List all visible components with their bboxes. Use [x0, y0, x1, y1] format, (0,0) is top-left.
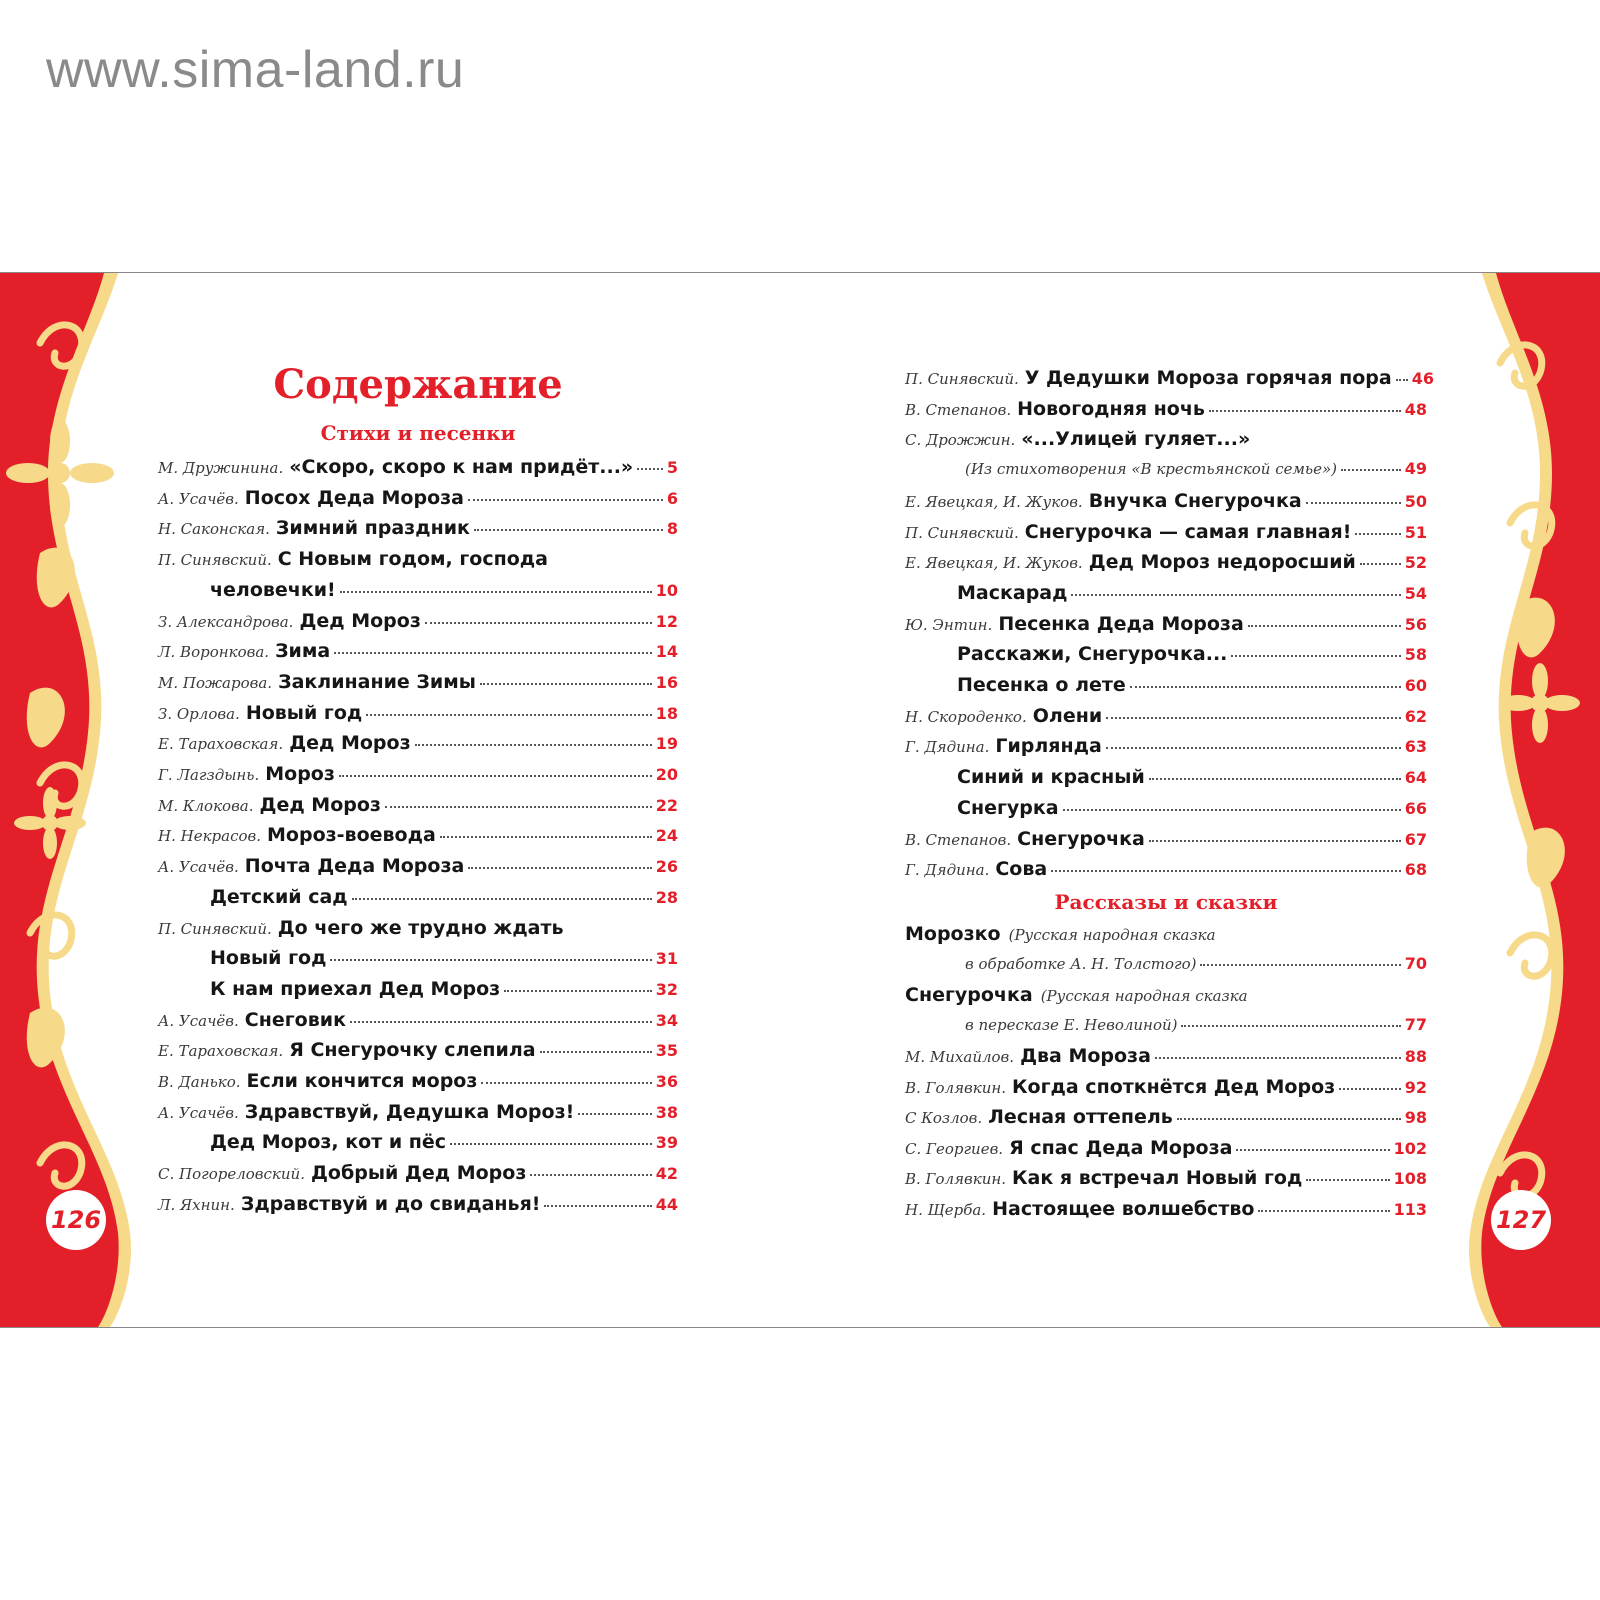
- toc-entry[interactable]: [158, 519, 678, 538]
- toc-title-text: Два Мороза: [1020, 1045, 1151, 1067]
- toc-author: Л. Яхнин.: [158, 1195, 235, 1214]
- toc-entry[interactable]: [905, 676, 1427, 695]
- toc-entry[interactable]: [158, 642, 678, 661]
- toc-title-text: Я Снегурочку слепила: [289, 1039, 536, 1062]
- toc-dot-leader: [1396, 379, 1408, 381]
- toc-dot-leader: [1236, 1149, 1389, 1151]
- toc-author: П. Синявский.: [905, 523, 1019, 542]
- toc-page-number: 46: [1411, 369, 1434, 388]
- toc-page-number: 56: [1404, 614, 1427, 634]
- toc-page-number: 60: [1404, 676, 1427, 695]
- toc-page-number: 18: [655, 703, 678, 723]
- toc-title-text: Морозко: [905, 923, 1001, 945]
- toc-dot-leader: [1258, 1210, 1389, 1212]
- toc-entry[interactable]: [905, 1047, 1427, 1066]
- toc-page-number: 19: [655, 734, 678, 754]
- toc-title-text: «Скоро, скоро к нам придёт...»: [289, 456, 634, 478]
- toc-entry[interactable]: [158, 1072, 678, 1091]
- toc-dot-leader: [340, 591, 652, 593]
- toc-entry[interactable]: [905, 397, 1427, 420]
- toc-dot-leader: [1130, 686, 1401, 688]
- toc-page-number: 5: [666, 458, 678, 477]
- toc-title-text: Новый год: [245, 701, 363, 724]
- toc-author: З. Александрова.: [158, 612, 294, 631]
- toc-entry[interactable]: [905, 489, 1427, 512]
- toc-entry[interactable]: [905, 520, 1427, 543]
- toc-author: А. Усачёв.: [158, 1103, 239, 1122]
- toc-dot-leader: [450, 1143, 652, 1145]
- toc-entry[interactable]: [158, 609, 678, 632]
- toc-author: Н. Некрасов.: [158, 827, 262, 846]
- toc-dot-leader: [425, 622, 652, 624]
- toc-entry[interactable]: [905, 553, 1427, 572]
- toc-entry[interactable]: [158, 486, 678, 509]
- toc-page-number: 22: [655, 795, 678, 815]
- toc-title-text: Зима: [275, 640, 331, 663]
- toc-page-number: 20: [655, 765, 678, 784]
- toc-author: М. Дружинина.: [158, 459, 284, 477]
- toc-entry[interactable]: [158, 1008, 678, 1031]
- toc-entry[interactable]: [158, 949, 678, 968]
- toc-title-text: Гирлянда: [995, 735, 1102, 758]
- toc-entry[interactable]: [158, 670, 678, 693]
- toc-author: М. Михайлов.: [905, 1048, 1015, 1066]
- toc-page-number: 50: [1404, 491, 1427, 511]
- toc-dot-leader: [1360, 563, 1401, 565]
- toc-dot-leader: [1063, 809, 1401, 811]
- toc-page-number: 34: [655, 1010, 678, 1030]
- toc-author: Е. Явецкая, И. Жуков.: [905, 554, 1083, 573]
- toc-entry[interactable]: [158, 793, 678, 816]
- toc-page-number: 32: [655, 979, 678, 999]
- toc-title-text: Детский сад: [210, 885, 348, 908]
- toc-author: Н. Скороденко.: [905, 707, 1027, 726]
- toc-entry[interactable]: [905, 1014, 1427, 1034]
- toc-entry[interactable]: [905, 860, 1427, 879]
- toc-note: в обработке А. Н. Толстого): [965, 954, 1197, 973]
- toc-dot-leader: [540, 1051, 652, 1053]
- toc-title-text: К нам приехал Дед Мороз: [210, 977, 501, 1000]
- toc-author: М. Клокова.: [158, 796, 254, 815]
- toc-title-text: «...Улицей гуляет...»: [1021, 428, 1251, 451]
- toc-page-number: 36: [655, 1072, 678, 1091]
- toc-dot-leader: [474, 529, 663, 531]
- toc-page-number: 67: [1404, 829, 1427, 849]
- toc-entry[interactable]: [905, 1169, 1427, 1188]
- toc-author: Е. Тараховская.: [158, 735, 284, 754]
- toc-title-text: Если кончится мороз: [246, 1070, 478, 1092]
- toc-page-number: 54: [1404, 583, 1427, 603]
- toc-entry[interactable]: [158, 1164, 678, 1183]
- toc-author: Н. Саконская.: [158, 520, 270, 539]
- toc-dot-leader: [1155, 1057, 1401, 1059]
- toc-page-number: 70: [1404, 953, 1427, 973]
- toc-title-text: Здравствуй, Дедушка Мороз!: [244, 1100, 575, 1123]
- toc-entry[interactable]: [905, 796, 1427, 819]
- toc-dot-leader: [339, 775, 652, 777]
- toc-title-text: Снегурочка: [905, 984, 1033, 1006]
- toc-note: (Русская народная сказка: [1008, 926, 1216, 944]
- toc-page-number: 8: [666, 519, 678, 539]
- toc-title-text: Дед Мороз недоросший: [1088, 551, 1356, 574]
- toc-author: Г. Дядина.: [905, 861, 990, 880]
- toc-dot-leader: [1149, 778, 1401, 780]
- toc-title-text: Дед Мороз: [299, 609, 421, 632]
- toc-page-number: 42: [655, 1164, 678, 1184]
- toc-entry[interactable]: [905, 461, 1427, 477]
- toc-entry[interactable]: [158, 765, 678, 784]
- toc-page-number: 35: [655, 1041, 678, 1061]
- toc-dot-leader: [1248, 625, 1401, 627]
- toc-page-number: 49: [1404, 459, 1427, 479]
- toc-dot-leader: [334, 652, 652, 654]
- toc-dot-leader: [530, 1174, 651, 1176]
- toc-dot-leader: [366, 714, 652, 716]
- toc-dot-leader: [1106, 717, 1401, 719]
- toc-author: С. Погореловский.: [158, 1165, 305, 1184]
- toc-entry[interactable]: [158, 1100, 678, 1123]
- toc-entry[interactable]: [158, 1041, 678, 1060]
- toc-dot-leader: [1177, 1118, 1401, 1120]
- toc-dot-leader: [1339, 1088, 1401, 1090]
- toc-dot-leader: [1306, 502, 1401, 504]
- toc-page-number: 48: [1404, 399, 1427, 419]
- toc-entry[interactable]: [905, 430, 1427, 449]
- toc-dot-leader: [1149, 840, 1401, 842]
- toc-dot-leader: [330, 959, 651, 961]
- toc-page-number: 26: [655, 857, 678, 877]
- toc-title-text: С Новым годом, господа: [277, 548, 548, 571]
- toc-page-number: 6: [666, 488, 678, 508]
- section-heading-poems: Стихи и песенки: [320, 421, 516, 445]
- toc-dot-leader: [1341, 469, 1401, 471]
- toc-title-text: До чего же трудно ждать: [277, 916, 564, 939]
- toc-dot-leader: [385, 806, 652, 808]
- section-heading-stories: Рассказы и сказки: [1054, 890, 1278, 914]
- toc-page-number: 62: [1404, 706, 1427, 726]
- toc-page-number: 68: [1404, 860, 1427, 880]
- toc-entry[interactable]: [158, 550, 678, 569]
- toc-title-text: Песенка о лете: [957, 674, 1126, 696]
- toc-note: (Из стихотворения «В крестьянской семье»): [965, 460, 1337, 479]
- toc-page-number: 102: [1393, 1138, 1427, 1158]
- toc-dot-leader: [1051, 870, 1401, 872]
- toc-page-number: 28: [655, 887, 678, 907]
- toc-entry[interactable]: [158, 458, 678, 477]
- toc-dot-leader: [480, 683, 652, 685]
- toc-author: Ю. Энтин.: [905, 615, 993, 634]
- toc-title-text: Дед Мороз: [259, 793, 381, 816]
- toc-dot-leader: [481, 1082, 651, 1084]
- toc-note: (Русская народная сказка: [1040, 987, 1248, 1005]
- toc-author: З. Орлова.: [158, 704, 240, 723]
- toc-author: Е. Тараховская.: [158, 1042, 284, 1061]
- toc-dot-leader: [468, 499, 663, 501]
- toc-page-number: 66: [1404, 798, 1427, 818]
- toc-entry[interactable]: [905, 925, 1427, 944]
- toc-dot-leader: [637, 468, 663, 470]
- right-ornament-border: [1460, 273, 1600, 1327]
- toc-author: П. Синявский.: [158, 551, 272, 570]
- toc-title-text: Здравствуй и до свиданья!: [240, 1192, 541, 1215]
- toc-entry[interactable]: [905, 1197, 1427, 1220]
- page-number-right: 127: [1491, 1190, 1551, 1250]
- toc-title-text: Когда споткнётся Дед Мороз: [1012, 1075, 1336, 1098]
- toc-author: А. Усачёв.: [158, 858, 239, 877]
- toc-page-number: 52: [1404, 553, 1427, 573]
- book-spread: [0, 272, 1600, 1328]
- toc-author: П. Синявский.: [905, 370, 1019, 388]
- toc-dot-leader: [1355, 533, 1400, 535]
- toc-entry[interactable]: [905, 1136, 1427, 1159]
- toc-author: В. Голявкин.: [905, 1170, 1007, 1188]
- toc-page-number: 24: [655, 826, 678, 846]
- toc-page-number: 77: [1404, 1014, 1427, 1034]
- toc-page-number: 63: [1404, 737, 1427, 757]
- toc-entry[interactable]: [905, 367, 1434, 389]
- toc-entry[interactable]: [158, 734, 678, 753]
- toc-title-text: Добрый Дед Мороз: [310, 1162, 527, 1185]
- toc-title-text: Внучка Снегурочка: [1088, 489, 1302, 512]
- toc-title-text: Лесная оттепель: [988, 1106, 1173, 1128]
- toc-entry[interactable]: [158, 977, 678, 1000]
- toc-title-text: Заклинание Зимы: [278, 670, 476, 693]
- toc-author: Л. Воронкова.: [158, 643, 270, 662]
- toc-entry[interactable]: [905, 1075, 1427, 1098]
- toc-entry[interactable]: [158, 701, 678, 724]
- toc-page-number: 113: [1393, 1199, 1427, 1219]
- toc-title-text: Снегурочка: [1017, 827, 1145, 850]
- toc-note: в пересказе Е. Неволиной): [965, 1015, 1178, 1034]
- toc-author: М. Пожарова.: [158, 673, 273, 692]
- toc-title-text: Новогодняя ночь: [1017, 397, 1205, 420]
- toc-page-number: 108: [1393, 1169, 1427, 1188]
- toc-title-text: Настоящее волшебство: [992, 1197, 1255, 1220]
- toc-title: Содержание: [273, 361, 563, 408]
- toc-page-number: 10: [655, 580, 678, 600]
- toc-dot-leader: [350, 1021, 652, 1023]
- toc-author: В. Степанов.: [905, 400, 1012, 419]
- toc-title-text: Дед Мороз, кот и пёс: [210, 1131, 447, 1154]
- toc-entry[interactable]: [158, 1192, 678, 1215]
- toc-page-number: 51: [1404, 522, 1427, 542]
- toc-dot-leader: [1106, 747, 1401, 749]
- toc-entry[interactable]: [905, 737, 1427, 756]
- toc-dot-leader: [504, 990, 652, 992]
- toc-author: В. Степанов.: [905, 830, 1012, 849]
- toc-title-text: Дед Мороз: [289, 732, 411, 755]
- toc-page-number: 64: [1404, 768, 1427, 788]
- toc-dot-leader: [578, 1113, 651, 1115]
- toc-title-text: Синий и красный: [957, 766, 1145, 789]
- toc-title-text: Снеговик: [244, 1008, 346, 1031]
- toc-title-text: Посох Деда Мороза: [244, 486, 465, 509]
- toc-entry[interactable]: [158, 857, 678, 876]
- page-number-left: 126: [46, 1190, 106, 1250]
- toc-author: А. Усачёв.: [158, 489, 239, 508]
- toc-title-text: Песенка Деда Мороза: [998, 612, 1244, 635]
- toc-title-text: Я спас Деда Мороза: [1009, 1136, 1233, 1159]
- toc-page-number: 44: [655, 1194, 678, 1214]
- toc-dot-leader: [1306, 1179, 1389, 1181]
- toc-dot-leader: [1200, 964, 1400, 966]
- toc-entry[interactable]: [905, 1108, 1427, 1127]
- toc-author: С. Георгиев.: [905, 1139, 1004, 1158]
- watermark-url: www.sima-land.ru: [46, 41, 465, 99]
- toc-title-text: Снегурочка — самая главная!: [1024, 520, 1352, 543]
- toc-entry[interactable]: [905, 986, 1427, 1005]
- toc-author: С Козлов.: [905, 1109, 983, 1127]
- toc-title-text: Зимний праздник: [275, 517, 470, 540]
- toc-dot-leader: [1231, 655, 1400, 657]
- toc-page-number: 38: [655, 1102, 678, 1122]
- toc-entry[interactable]: [158, 885, 678, 908]
- toc-author: Н. Щерба.: [905, 1200, 987, 1219]
- toc-title-text: Сова: [995, 858, 1048, 881]
- toc-entry[interactable]: [905, 612, 1427, 635]
- toc-dot-leader: [1209, 410, 1401, 412]
- toc-title-text: Маскарад: [957, 581, 1068, 604]
- toc-title-text: Мороз-воевода: [267, 824, 436, 847]
- toc-entry[interactable]: [158, 916, 678, 939]
- toc-title-text: Мороз: [265, 763, 335, 785]
- toc-dot-leader: [1181, 1025, 1400, 1027]
- toc-page-number: 16: [655, 672, 678, 692]
- toc-title-text: Олени: [1032, 704, 1103, 727]
- toc-page-number: 58: [1404, 645, 1427, 665]
- toc-title-text: Как я встречал Новый год: [1012, 1167, 1303, 1189]
- toc-dot-leader: [440, 836, 652, 838]
- toc-dot-leader: [415, 744, 652, 746]
- toc-page-number: 31: [655, 949, 678, 969]
- toc-entry[interactable]: [905, 953, 1427, 973]
- toc-author: П. Синявский.: [158, 919, 272, 938]
- toc-page-number: 98: [1404, 1108, 1427, 1127]
- toc-title-text: Почта Деда Мороза: [244, 855, 465, 878]
- toc-page-number: 92: [1404, 1077, 1427, 1097]
- toc-title-text: Расскажи, Снегурочка...: [957, 643, 1228, 666]
- toc-page-number: 39: [655, 1133, 678, 1153]
- toc-author: Е. Явецкая, И. Жуков.: [905, 492, 1083, 511]
- toc-entry[interactable]: [905, 581, 1427, 604]
- toc-entry[interactable]: [158, 826, 678, 845]
- toc-author: В. Данько.: [158, 1073, 241, 1091]
- toc-entry[interactable]: [905, 645, 1427, 664]
- toc-title-text: Новый год: [210, 947, 327, 970]
- toc-dot-leader: [352, 898, 652, 900]
- toc-entry[interactable]: [905, 768, 1427, 787]
- toc-author: С. Дрожжин.: [905, 431, 1016, 450]
- toc-author: Г. Лагздынь.: [158, 766, 260, 784]
- toc-title-text: Снегурка: [957, 796, 1059, 819]
- toc-page-number: 12: [655, 611, 678, 631]
- toc-author: Г. Дядина.: [905, 738, 990, 757]
- toc-entry[interactable]: [905, 827, 1427, 850]
- toc-entry[interactable]: [158, 578, 678, 601]
- toc-entry[interactable]: [158, 1133, 678, 1152]
- toc-title-text: У Дедушки Мороза горячая пора: [1024, 367, 1392, 389]
- toc-page-number: 88: [1404, 1047, 1427, 1066]
- toc-dot-leader: [1071, 594, 1400, 596]
- toc-entry[interactable]: [905, 704, 1427, 727]
- toc-title-text: человечки!: [210, 578, 336, 601]
- toc-page-number: 14: [655, 642, 678, 662]
- toc-dot-leader: [468, 867, 651, 869]
- left-ornament-border: [0, 273, 140, 1327]
- toc-dot-leader: [544, 1205, 651, 1207]
- toc-author: А. Усачёв.: [158, 1011, 239, 1030]
- toc-author: В. Голявкин.: [905, 1078, 1007, 1097]
